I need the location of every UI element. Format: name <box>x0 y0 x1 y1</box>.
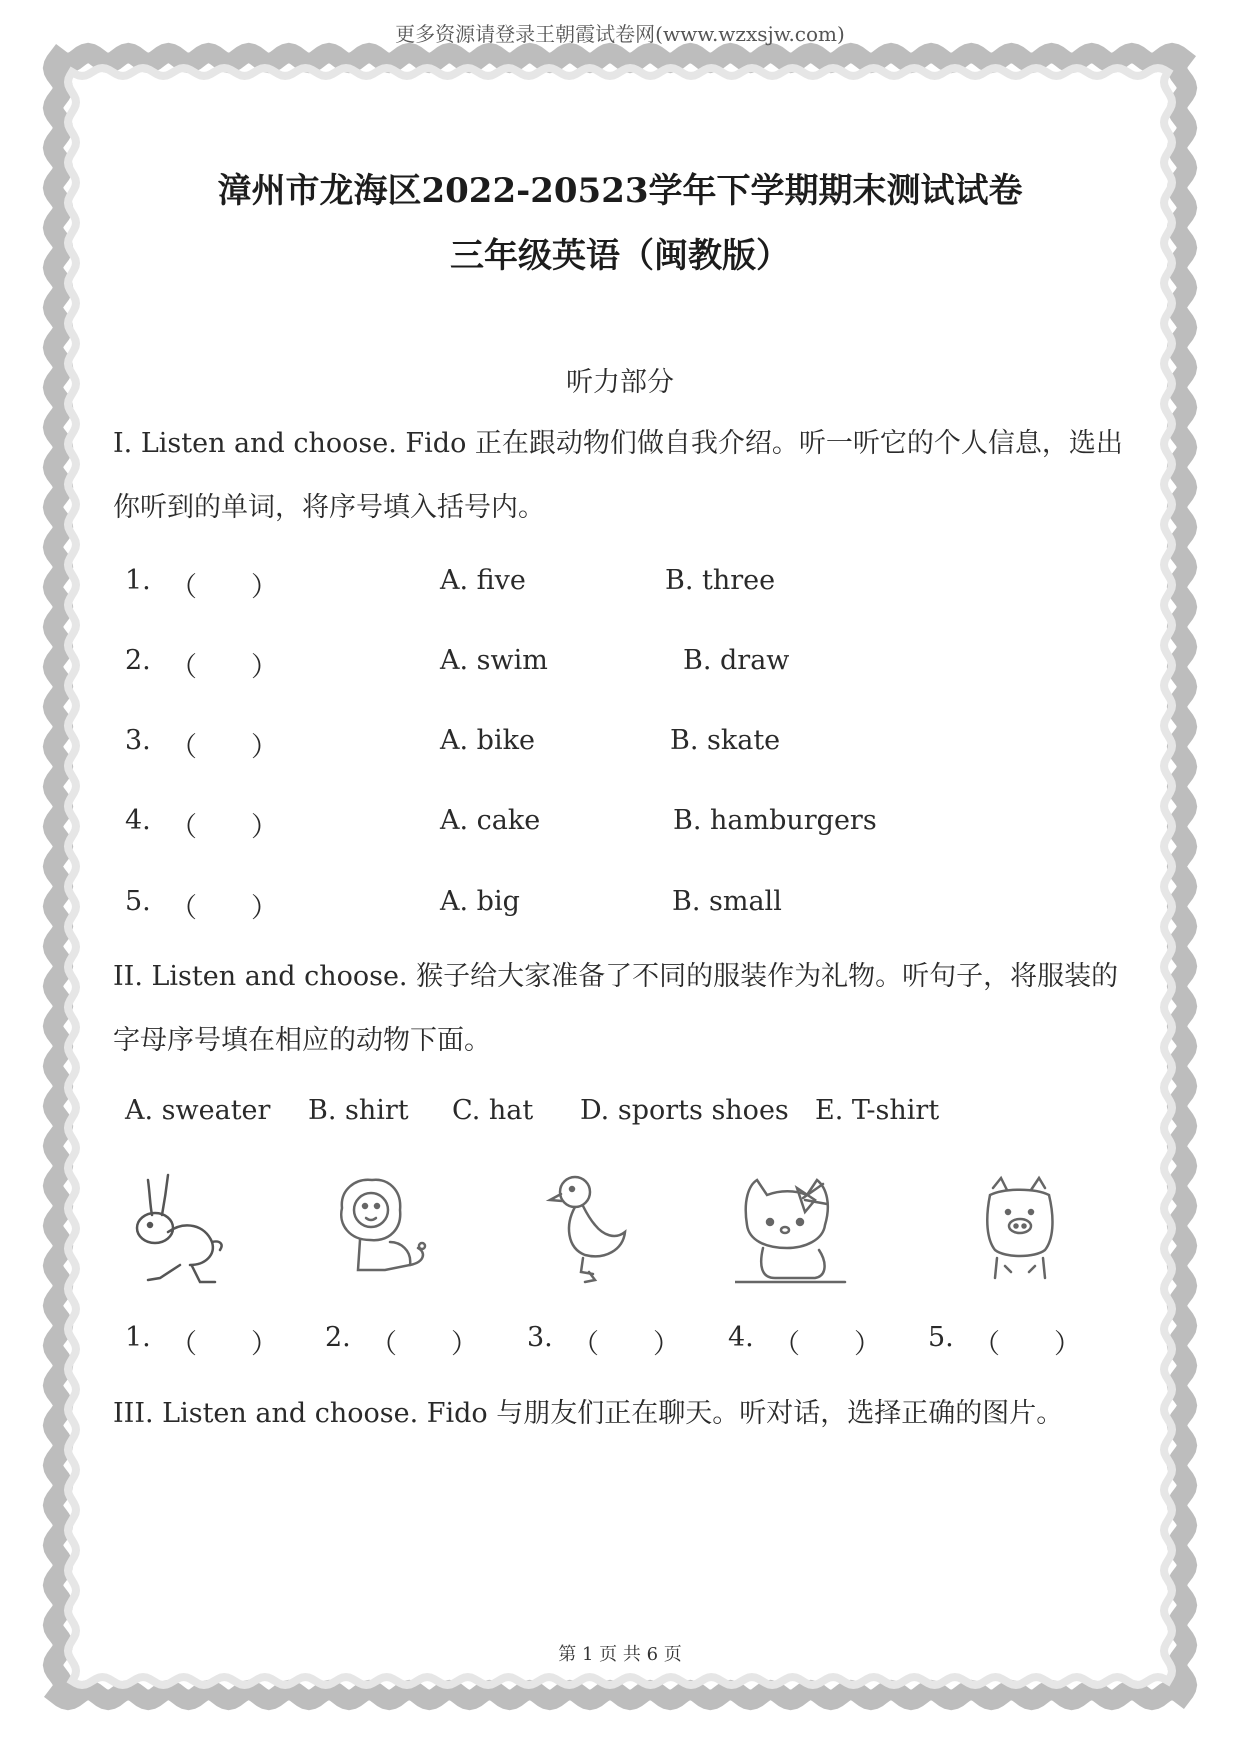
clothing-option: C. hat <box>452 1095 534 1126</box>
answer-blank[interactable]: （ ） <box>973 1329 1081 1360</box>
clothing-option: B. shirt <box>308 1095 409 1126</box>
answer-blank[interactable]: （ ） <box>170 652 278 683</box>
option-b: B. draw <box>683 645 790 676</box>
page-footer: 第 1 页 共 6 页 <box>558 1644 682 1665</box>
answer-blank[interactable]: （ ） <box>773 1329 881 1360</box>
question-row <box>125 565 1025 605</box>
option-b: B. small <box>672 886 782 917</box>
answer-number: 2. <box>325 1322 351 1353</box>
question-row <box>125 805 1025 845</box>
option-b: B. three <box>665 565 776 596</box>
part1-instruction: I. Listen and choose. Fido 正在跟动物们做自我介绍。听一听它的个人信息，选出你听到的单词，将序号填入括号内。 <box>113 428 1123 523</box>
exam-subtitle: 三年级英语（闽教版） <box>450 236 790 276</box>
duck-illustration <box>545 1170 635 1290</box>
exam-title: 漳州市龙海区2022-20523学年下学期期末测试试卷 <box>217 171 1023 211</box>
answer-number: 4. <box>728 1322 754 1353</box>
clothing-option: E. T-shirt <box>815 1095 940 1126</box>
section-heading: 听力部分 <box>566 367 674 398</box>
question-number: 1. <box>125 565 151 596</box>
question-number: 5. <box>125 886 151 917</box>
header-note: 更多资源请登录王朝霞试卷网(www.wzxsjw.com) <box>395 22 845 46</box>
question-row <box>125 886 1025 926</box>
question-number: 2. <box>125 645 151 676</box>
answer-number: 5. <box>928 1322 954 1353</box>
pig-illustration <box>975 1170 1065 1290</box>
clothing-options <box>125 1095 1025 1135</box>
option-a: A. cake <box>440 805 541 836</box>
rabbit-illustration <box>120 1170 230 1290</box>
answer-number: 3. <box>527 1322 553 1353</box>
question-row <box>125 725 1025 765</box>
animal-answer-row <box>125 1322 1085 1362</box>
answer-blank[interactable]: （ ） <box>170 572 278 603</box>
option-b: B. skate <box>670 725 781 756</box>
question-number: 4. <box>125 805 151 836</box>
answer-blank[interactable]: （ ） <box>170 812 278 843</box>
answer-blank[interactable]: （ ） <box>572 1329 680 1360</box>
question-number: 3. <box>125 725 151 756</box>
part2-instruction: II. Listen and choose. 猴子给大家准备了不同的服装作为礼物。听句子，将服装的字母序号填在相应的动物下面。 <box>113 961 1119 1056</box>
option-a: A. bike <box>440 725 535 756</box>
question-row <box>125 645 1025 685</box>
clothing-option: D. sports shoes <box>580 1095 789 1126</box>
option-b: B. hamburgers <box>673 805 877 836</box>
clothing-option: A. sweater <box>125 1095 271 1126</box>
option-a: A. swim <box>440 645 548 676</box>
answer-blank[interactable]: （ ） <box>170 893 278 924</box>
part3-instruction: III. Listen and choose. Fido 与朋友们正在聊天。听对话，选择正确的图片。 <box>113 1398 1064 1429</box>
lion-illustration <box>330 1170 440 1290</box>
option-a: A. five <box>440 565 526 596</box>
answer-number: 1. <box>125 1322 151 1353</box>
answer-blank[interactable]: （ ） <box>170 732 278 763</box>
option-a: A. big <box>440 886 520 917</box>
answer-blank[interactable]: （ ） <box>370 1329 478 1360</box>
kitty-illustration <box>735 1170 855 1290</box>
answer-blank[interactable]: （ ） <box>170 1329 278 1360</box>
